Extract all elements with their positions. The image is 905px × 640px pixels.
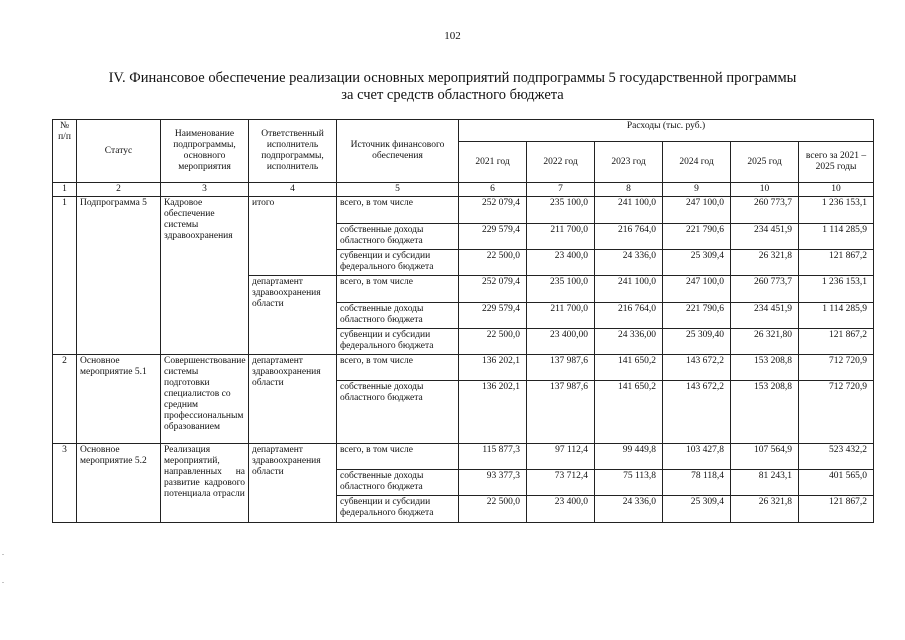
header-expenses: Расходы (тыс. руб.) (459, 120, 874, 142)
source-cell: субвенции и субсидии федерального бюджета (337, 496, 459, 523)
value-cell: 211 700,0 (527, 224, 595, 250)
value-cell: 712 720,9 (799, 381, 874, 444)
value-cell: 153 208,8 (731, 355, 799, 381)
source-cell: собственные доходы областного бюджета (337, 470, 459, 496)
value-cell: 221 790,6 (663, 303, 731, 329)
value-cell: 24 336,0 (595, 250, 663, 276)
value-cell: 401 565,0 (799, 470, 874, 496)
source-cell: собственные доходы областного бюджета (337, 381, 459, 444)
source-cell: субвенции и субсидии федерального бюджета (337, 250, 459, 276)
value-cell: 23 400,00 (527, 329, 595, 355)
row-executor: департамент здравоохранения области (249, 355, 337, 444)
value-cell: 241 100,0 (595, 197, 663, 224)
value-cell: 78 118,4 (663, 470, 731, 496)
page-title (60, 70, 845, 104)
index-cell: 9 (663, 183, 731, 197)
header-2023: 2023 год (595, 142, 663, 183)
financing-table (52, 119, 874, 523)
table-row (53, 444, 874, 470)
row-status: Основное мероприятие 5.2 (77, 444, 161, 523)
value-cell: 143 672,2 (663, 355, 731, 381)
index-cell: 7 (527, 183, 595, 197)
header-2024: 2024 год (663, 142, 731, 183)
value-cell: 1 236 153,1 (799, 276, 874, 303)
header-name: Наименование подпрограммы, основного мероприятия (161, 120, 249, 183)
value-cell: 73 712,4 (527, 470, 595, 496)
row-executor: итого (249, 197, 337, 276)
index-cell: 2 (77, 183, 161, 197)
value-cell: 1 114 285,9 (799, 303, 874, 329)
value-cell: 712 720,9 (799, 355, 874, 381)
value-cell: 121 867,2 (799, 250, 874, 276)
value-cell: 216 764,0 (595, 303, 663, 329)
value-cell: 99 449,8 (595, 444, 663, 470)
value-cell: 137 987,6 (527, 381, 595, 444)
page-number: 102 (444, 30, 461, 42)
value-cell: 252 079,4 (459, 276, 527, 303)
title-line-2: за счет средств областного бюджета (341, 87, 564, 103)
value-cell: 115 877,3 (459, 444, 527, 470)
index-cell: 10 (731, 183, 799, 197)
value-cell: 22 500,0 (459, 329, 527, 355)
header-total: всего за 2021 – 2025 годы (799, 142, 874, 183)
source-cell: всего, в том числе (337, 276, 459, 303)
header-status: Статус (77, 120, 161, 183)
value-cell: 93 377,3 (459, 470, 527, 496)
source-cell: собственные доходы областного бюджета (337, 224, 459, 250)
value-cell: 103 427,8 (663, 444, 731, 470)
value-cell: 523 432,2 (799, 444, 874, 470)
value-cell: 26 321,80 (731, 329, 799, 355)
header-2021: 2021 год (459, 142, 527, 183)
header-2025: 2025 год (731, 142, 799, 183)
value-cell: 235 100,0 (527, 276, 595, 303)
row-num: 3 (53, 444, 77, 523)
value-cell: 143 672,2 (663, 381, 731, 444)
value-cell: 97 112,4 (527, 444, 595, 470)
value-cell: 25 309,4 (663, 250, 731, 276)
value-cell: 229 579,4 (459, 224, 527, 250)
header-row-1 (53, 120, 874, 142)
value-cell: 247 100,0 (663, 276, 731, 303)
index-cell: 1 (53, 183, 77, 197)
row-name: Совершенствование системы подготовки специалистов со средним профессиональным образованием (161, 355, 249, 444)
source-cell: собственные доходы областного бюджета (337, 303, 459, 329)
margin-mark: . (2, 576, 4, 585)
title-line-1: IV. Финансовое обеспечение реализации основных мероприятий подпрограммы 5 государственной программы (108, 70, 797, 86)
value-cell: 229 579,4 (459, 303, 527, 329)
value-cell: 153 208,8 (731, 381, 799, 444)
margin-mark: . (2, 548, 4, 557)
value-cell: 234 451,9 (731, 224, 799, 250)
row-name: Кадровое обеспечение системы здравоохранения (161, 197, 249, 355)
source-cell: всего, в том числе (337, 444, 459, 470)
value-cell: 81 243,1 (731, 470, 799, 496)
value-cell: 121 867,2 (799, 329, 874, 355)
value-cell: 252 079,4 (459, 197, 527, 224)
index-cell: 4 (249, 183, 337, 197)
row-status: Основное мероприятие 5.1 (77, 355, 161, 444)
row-executor: департамент здравоохранения области (249, 444, 337, 523)
index-cell: 8 (595, 183, 663, 197)
index-cell: 6 (459, 183, 527, 197)
value-cell: 25 309,4 (663, 496, 731, 523)
source-cell: всего, в том числе (337, 197, 459, 224)
value-cell: 121 867,2 (799, 496, 874, 523)
value-cell: 24 336,0 (595, 496, 663, 523)
value-cell: 241 100,0 (595, 276, 663, 303)
value-cell: 75 113,8 (595, 470, 663, 496)
value-cell: 260 773,7 (731, 276, 799, 303)
row-num: 1 (53, 197, 77, 355)
value-cell: 234 451,9 (731, 303, 799, 329)
value-cell: 235 100,0 (527, 197, 595, 224)
value-cell: 26 321,8 (731, 496, 799, 523)
value-cell: 221 790,6 (663, 224, 731, 250)
value-cell: 141 650,2 (595, 381, 663, 444)
row-num: 2 (53, 355, 77, 444)
row-name: Реализация мероприятий, направленных на развитие кадрового потенциала отрасли (161, 444, 249, 523)
value-cell: 25 309,40 (663, 329, 731, 355)
header-2022: 2022 год (527, 142, 595, 183)
value-cell: 23 400,0 (527, 496, 595, 523)
row-executor: департамент здравоохранения области (249, 276, 337, 355)
index-cell: 5 (337, 183, 459, 197)
value-cell: 24 336,00 (595, 329, 663, 355)
value-cell: 136 202,1 (459, 381, 527, 444)
row-status: Подпрограмма 5 (77, 197, 161, 355)
value-cell: 141 650,2 (595, 355, 663, 381)
value-cell: 137 987,6 (527, 355, 595, 381)
value-cell: 107 564,9 (731, 444, 799, 470)
value-cell: 247 100,0 (663, 197, 731, 224)
header-source: Источник финансового обеспечения (337, 120, 459, 183)
value-cell: 1 236 153,1 (799, 197, 874, 224)
value-cell: 1 114 285,9 (799, 224, 874, 250)
header-executor: Ответственный исполнитель подпрограммы, исполнитель (249, 120, 337, 183)
value-cell: 136 202,1 (459, 355, 527, 381)
value-cell: 22 500,0 (459, 496, 527, 523)
value-cell: 260 773,7 (731, 197, 799, 224)
index-cell: 3 (161, 183, 249, 197)
table-row (53, 197, 874, 224)
index-cell: 10 (799, 183, 874, 197)
source-cell: всего, в том числе (337, 355, 459, 381)
source-cell: субвенции и субсидии федерального бюджета (337, 329, 459, 355)
value-cell: 211 700,0 (527, 303, 595, 329)
header-num: № п/п (53, 120, 77, 183)
column-index-row (53, 183, 874, 197)
value-cell: 26 321,8 (731, 250, 799, 276)
table-row (53, 355, 874, 381)
value-cell: 22 500,0 (459, 250, 527, 276)
value-cell: 23 400,0 (527, 250, 595, 276)
value-cell: 216 764,0 (595, 224, 663, 250)
